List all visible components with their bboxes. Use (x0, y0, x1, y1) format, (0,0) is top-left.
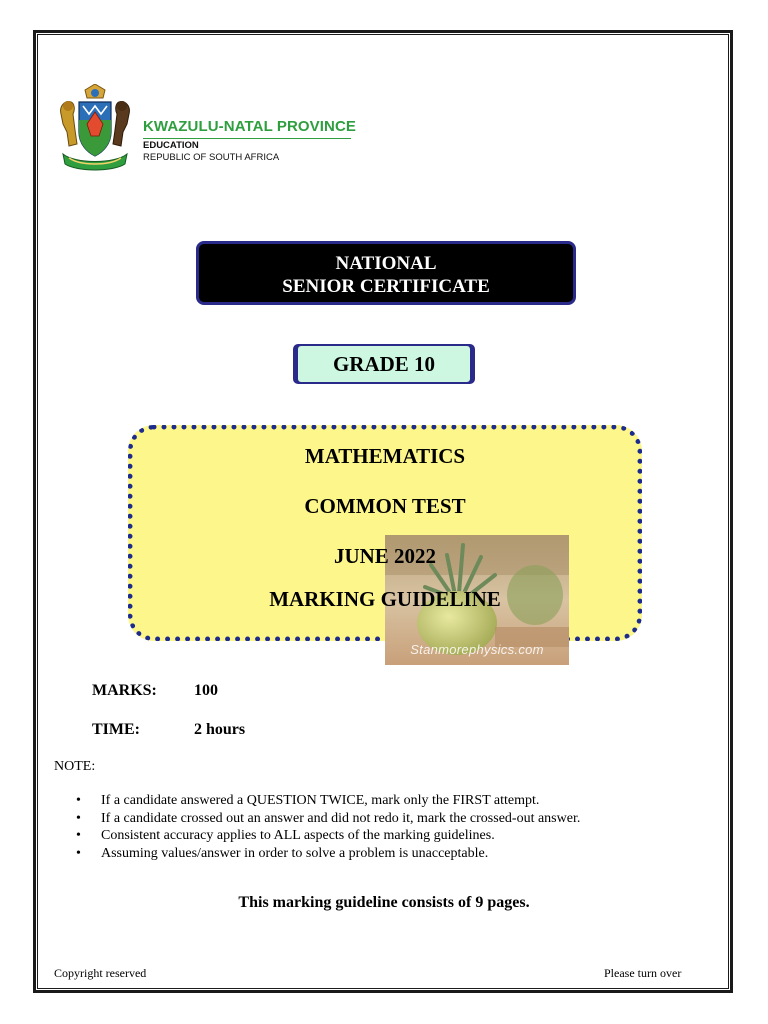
note-item: • If a candidate crossed out an answer and did not redo it, mark the crossed-out answer. (76, 810, 580, 828)
document-type: MARKING GUIDELINE (269, 587, 501, 611)
page-count-statement: This marking guideline consists of 9 pages. (238, 894, 530, 911)
kzn-education-logo (55, 84, 355, 174)
note-item: • Consistent accuracy applies to ALL aspects of the marking guidelines. (76, 827, 580, 845)
nsc-banner-line1: NATIONAL (335, 253, 437, 274)
marks-label: MARKS: (92, 682, 157, 699)
nsc-banner (196, 241, 576, 305)
note-item: • Assuming values/answer in order to solve a problem is unacceptable. (76, 845, 580, 863)
watermark-text: Stanmorephysics.com (410, 642, 544, 657)
note-list (76, 792, 580, 862)
grade-label: GRADE 10 (296, 344, 472, 384)
footer-turn-over: Please turn over (604, 966, 682, 980)
nsc-banner-line2: SENIOR CERTIFICATE (282, 276, 490, 297)
marks-value: 100 (194, 682, 218, 699)
test-name: COMMON TEST (304, 494, 466, 518)
logo-province-name: KWAZULU-NATAL PROVINCE (143, 118, 357, 135)
time-value: 2 hours (194, 721, 246, 738)
coat-of-arms-icon (55, 84, 135, 174)
note-heading: NOTE: (54, 759, 96, 774)
logo-divider (143, 138, 351, 139)
logo-country: REPUBLIC OF SOUTH AFRICA (143, 152, 280, 163)
footer-copyright: Copyright reserved (54, 966, 147, 980)
note-item: • If a candidate answered a QUESTION TWICE, mark only the FIRST attempt. (76, 792, 580, 810)
subject-title: MATHEMATICS (304, 444, 466, 468)
test-date: JUNE 2022 (333, 544, 437, 568)
logo-department: EDUCATION (143, 140, 199, 151)
time-label: TIME: (92, 721, 140, 738)
